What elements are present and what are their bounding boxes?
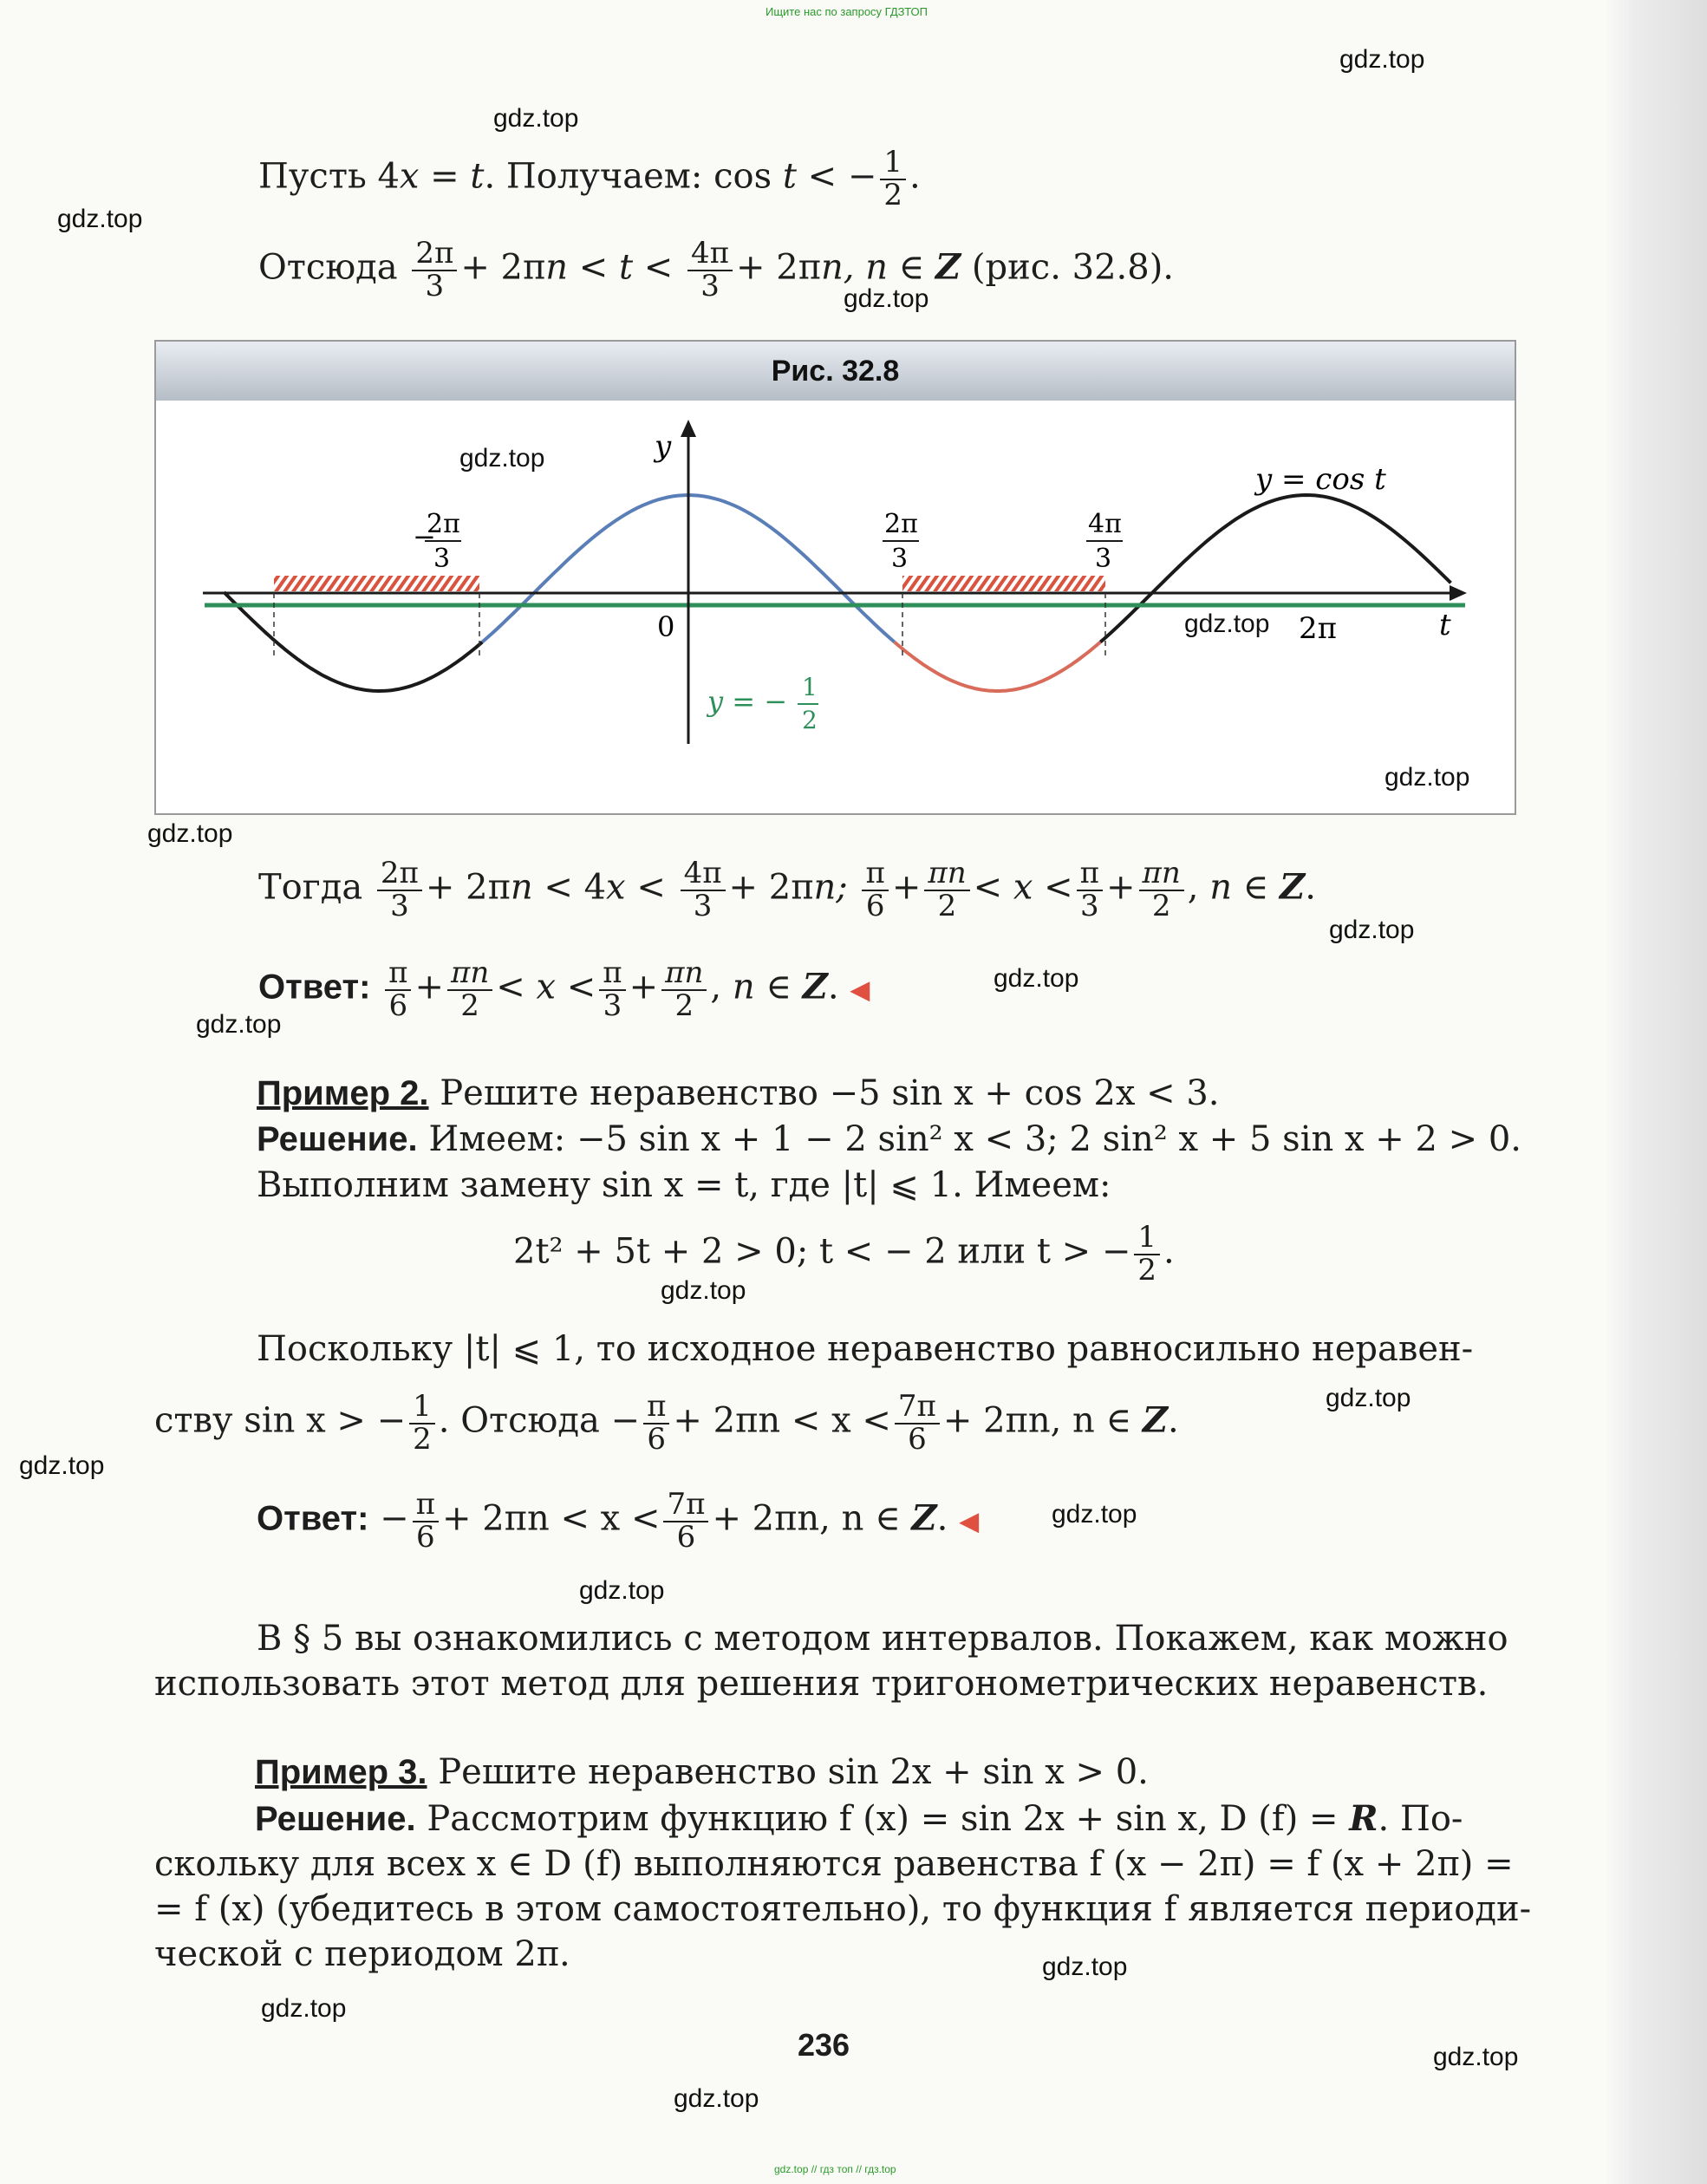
watermark: gdz.top <box>1184 610 1270 638</box>
page-number: 236 <box>798 2027 850 2063</box>
watermark: gdz.top <box>1042 1953 1128 1981</box>
watermark: gdz.top <box>459 444 545 473</box>
example-2-since: Поскольку |t| ⩽ 1, то исходное неравенство равносильно неравен- <box>257 1329 1474 1369</box>
top-banner: Ищите нас по запросу ГДЗТОП <box>766 5 928 18</box>
watermark: gdz.top <box>661 1276 746 1305</box>
watermark: gdz.top <box>1384 763 1470 792</box>
page-edge-shadow <box>1605 0 1707 2184</box>
hatched-interval-right <box>902 576 1105 591</box>
watermark: gdz.top <box>579 1576 665 1605</box>
tick-b-den: 3 <box>1095 544 1112 574</box>
two-pi-label: 2π <box>1299 611 1337 646</box>
tick-b-num: 4π <box>1088 509 1122 539</box>
tick-neg-num: 2π <box>427 509 460 539</box>
answer-1: Ответ: $\frac{\pi}{6}$ + $\frac{\pi n}{2}$ < x < $\frac{\pi}{3}$ + $\frac{\pi n}{2}$ , n ∈ Z. ◀ <box>258 955 870 1023</box>
t-axis-label: t <box>1439 608 1451 642</box>
watermark: gdz.top <box>493 104 579 133</box>
cos-curve-segment-red <box>895 642 1101 692</box>
watermark: gdz.top <box>196 1010 282 1039</box>
figure-plot <box>156 401 1515 813</box>
tick-neg-den: 3 <box>433 544 451 574</box>
watermark: gdz.top <box>1339 45 1425 74</box>
t-axis-arrow-icon <box>1450 585 1467 601</box>
bottom-banner: gdz.top // гдз топ // гдз.top <box>774 2163 896 2175</box>
line-label-den: 2 <box>802 706 818 734</box>
watermark: gdz.top <box>844 284 929 313</box>
example-2-substitution: Выполним замену sin x = t, где |t| ⩽ 1. Имеем: <box>257 1165 1111 1205</box>
watermark: gdz.top <box>147 819 233 848</box>
example-3-heading: Пример 3. Решите неравенство sin 2x + sin x > 0. <box>255 1752 1149 1792</box>
watermark: gdz.top <box>1433 2043 1519 2071</box>
method-line-2: использовать этот метод для решения тригонометрических неравенств. <box>154 1664 1489 1704</box>
end-triangle-icon: ◀ <box>850 975 870 1006</box>
answer-2: Ответ: − $\frac{\pi}{6}$ + 2πn < x < $\frac{7\pi}{6}$ + 2πn, n ∈ Z. ◀ <box>257 1487 980 1555</box>
tick-neg-sign: − <box>413 520 436 553</box>
watermark: gdz.top <box>19 1451 105 1480</box>
line-label-num: 1 <box>802 673 818 701</box>
para-then: Тогда $\frac{2\pi}{3}$ + 2πn < 4x < $\frac{4\pi}{3}$ + 2πn; $\frac{\pi}{6}$ + $\frac{\pi n}{2}$ < x < $\frac{\pi}{3}$ + $\frac{\pi n}{2}$ , n ∈ Z. <box>258 856 1316 923</box>
hatched-interval-left <box>274 576 479 591</box>
watermark: gdz.top <box>1052 1500 1137 1529</box>
watermark: gdz.top <box>994 964 1079 993</box>
para-hence: Отсюда $\frac{2\pi}{3}$ + 2πn < t < $\frac{4\pi}{3}$ + 2πn, n ∈ Z (рис. 32.8). <box>258 236 1175 303</box>
example-3-solution-1: Решение. Рассмотрим функцию f (x) = sin 2x + sin x, D (f) = R. По- <box>255 1798 1463 1839</box>
example-2-quadratic: 2t² + 5t + 2 > 0; t < − 2 или t > − $\frac{1}{2}$ . <box>513 1220 1175 1288</box>
example-2-heading: Пример 2. Решите неравенство −5 sin x + cos 2x < 3. <box>257 1073 1220 1113</box>
example-3-solution-3: = f (x) (убедитесь в этом самостоятельно), то функция f является периоди- <box>154 1889 1532 1929</box>
end-triangle-icon: ◀ <box>959 1506 980 1537</box>
example-2-hence: ству sin x > − $\frac{1}{2}$ . Отсюда − $\frac{\pi}{6}$ + 2πn < x < $\frac{7\pi}{6}$ + 2πn, n ∈ Z. <box>154 1389 1179 1457</box>
watermark: gdz.top <box>57 205 143 233</box>
figure-title: Рис. 32.8 <box>156 342 1515 401</box>
y-axis-label: y <box>655 429 672 464</box>
watermark: gdz.top <box>1326 1384 1411 1412</box>
y-axis-arrow-icon <box>681 420 696 437</box>
method-line-1: В § 5 вы ознакомились с методом интервалов. Покажем, как можно <box>257 1619 1508 1659</box>
watermark: gdz.top <box>674 2084 759 2113</box>
para-let-4x: Пусть 4x = t. Получаем: cos t < − $\frac{1}{2}$ . <box>258 145 921 212</box>
line-label-prefix: y = − <box>707 685 788 718</box>
tick-a-den: 3 <box>891 544 909 574</box>
example-2-solution: Решение. Имеем: −5 sin x + 1 − 2 sin² x < 3; 2 sin² x + 5 sin x + 2 > 0. <box>257 1119 1522 1159</box>
curve-label: y = cos t <box>1255 462 1386 497</box>
tick-a-num: 2π <box>884 509 918 539</box>
example-3-solution-4: ческой с периодом 2π. <box>154 1934 570 1974</box>
figure-32-8 <box>154 340 1516 815</box>
cos-curve-segment-black-right <box>1100 495 1450 642</box>
origin-label: 0 <box>657 610 675 643</box>
watermark: gdz.top <box>261 1994 347 2023</box>
watermark: gdz.top <box>1329 916 1415 944</box>
example-3-solution-2: скольку для всех x ∈ D (f) выполняются равенства f (x − 2π) = f (x + 2π) = <box>154 1844 1514 1884</box>
